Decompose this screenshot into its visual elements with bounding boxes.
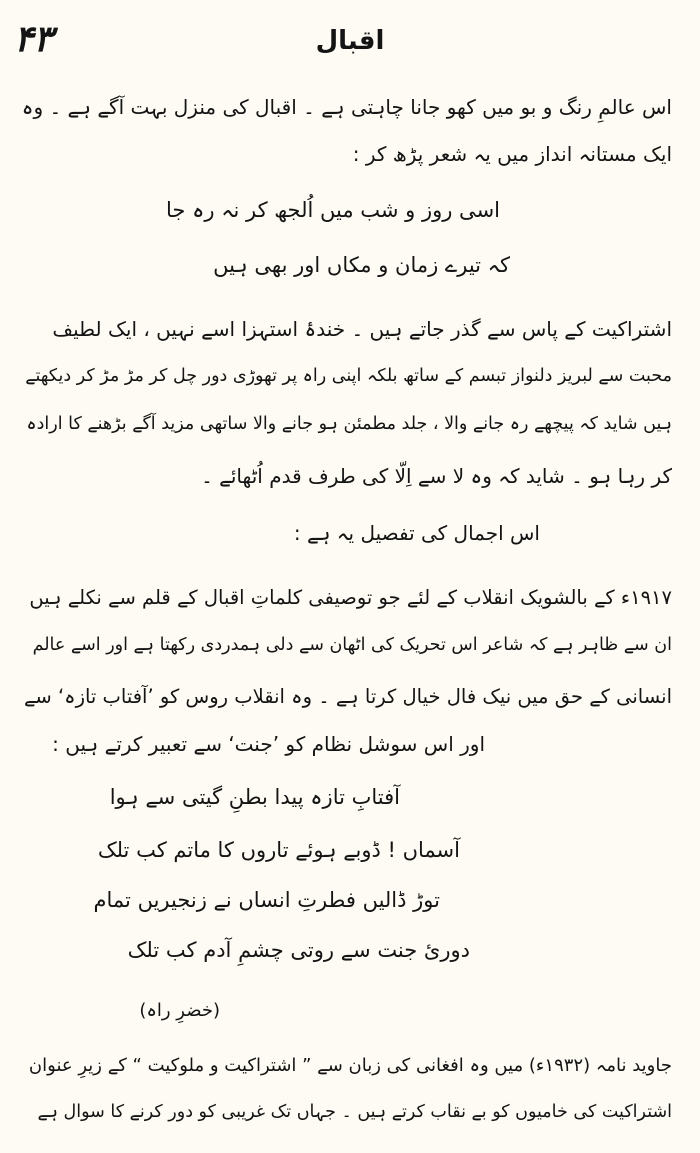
prose-line: اشتراکیت کی خامیوں کو بے نقاب کرتے ہیں ۔ جہاں تک غریبی کو دور کرنے کا سوال ہے [37, 1102, 672, 1122]
prose-line: اشتراکیت کے پاس سے گذر جاتے ہیں ۔ خندۂ استہزا اسے نہیں ، ایک لطیف [52, 317, 672, 341]
prose-line: ان سے ظاہر ہے کہ شاعر اس تحریک کی اٹھان سے دلی ہمدردی رکھتا ہے اور اسے عالم [32, 635, 672, 655]
prose-line: ۱۹۱۷ء کے بالشویک انقلاب کے لئے جو توصیفی کلماتِ اقبال کے قلم سے نکلے ہیں [29, 586, 672, 609]
prose-line: جاوید نامہ (۱۹۳۲ء) میں وہ افغانی کی زبان سے ” اشتراکیت و ملوکیت “ کے زیرِ عنوان [28, 1055, 672, 1076]
prose-line: محبت سے لبریز دلنواز تبسم کے ساتھ بلکہ اپنی راہ پر تھوڑی دور چل کر مڑ مڑ کر دیکھتے [25, 366, 672, 386]
verse-line: آفتابِ تازہ پیدا بطنِ گیتی سے ہوا [109, 785, 400, 809]
prose-line: ہیں شاید کہ پیچھے رہ جانے والا ، جلد مطمئن ہو جانے والا ساتھی مزید آگے بڑھنے کا ارادہ [26, 414, 672, 434]
running-head: اقبال [315, 26, 385, 56]
verse-line: توڑ ڈالیں فطرتِ انساں نے زنجیریں تمام [93, 888, 440, 912]
prose-line: کر رہا ہو ۔ شاید کہ وہ لا سے اِلّا کی طرف قدم اُٹھائے ۔ [201, 464, 672, 488]
prose-line: اس عالمِ رنگ و بو میں کھو جانا چاہتی ہے ۔ اقبال کی منزل بہت آگے ہے ۔ وہ [21, 95, 672, 119]
prose-line: اس اجمال کی تفصیل یہ ہے : [293, 521, 540, 545]
prose-line: اور اس سوشل نظام کو ’جنت‘ سے تعبیر کرتے ہیں : [52, 732, 485, 756]
page-number: ۴۳ [14, 18, 53, 60]
prose-line: ایک مستانہ انداز میں یہ شعر پڑھ کر : [352, 142, 672, 166]
verse-line: آسماں ! ڈوبے ہوئے تاروں کا ماتم کب تلک [97, 838, 460, 862]
prose-line: انسانی کے حق میں نیک فال خیال کرتا ہے ۔ وہ انقلاب روس کو ’آفتاب تازہ‘ سے [23, 685, 672, 708]
verse-line: کہ تیرے زمان و مکاں اور بھی ہیں [213, 253, 510, 277]
verse-source: (خضرِ راہ) [139, 1000, 220, 1021]
verse-line: دوریٔ جنت سے روتی چشمِ آدم کب تلک [127, 938, 470, 962]
verse-line: اسی روز و شب میں اُلجھ کر نہ رہ جا [166, 198, 500, 222]
